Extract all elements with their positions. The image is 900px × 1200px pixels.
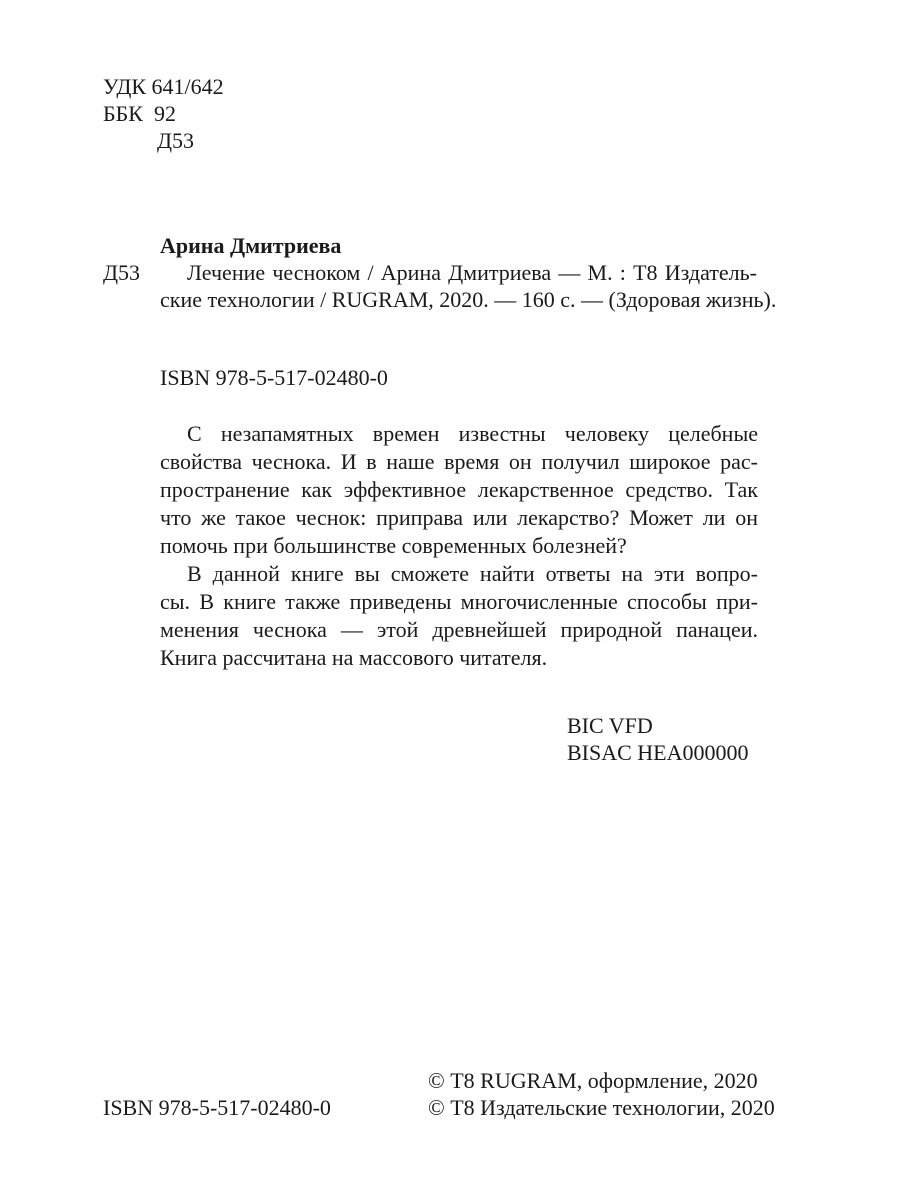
- annotation-line: менения чеснока — этой древнейшей природной панацеи.: [160, 617, 758, 642]
- footer-isbn: ISBN 978-5-517-02480-0: [103, 1095, 331, 1120]
- annotation-line: свойства чеснока. И в наше время он получил широкое рас-: [160, 449, 758, 474]
- bbk-code: ББК 92: [103, 101, 176, 126]
- copyright-design: © Т8 RUGRAM, оформление, 2020: [428, 1068, 758, 1093]
- copyright-publisher: © Т8 Издательские технологии, 2020: [428, 1095, 775, 1120]
- bic-code: BIC VFD: [567, 713, 653, 738]
- annotation-line: С незапамятных времен известны человеку целебные: [187, 421, 758, 446]
- record-description-line-2: ские технологии / RUGRAM, 2020. — 160 с. — (Здоровая жизнь).: [160, 287, 777, 312]
- udk-code: УДК 641/642: [103, 74, 224, 99]
- annotation-line: что же такое чеснок: приправа или лекарство? Может ли он: [160, 505, 758, 530]
- bisac-code: BISAC HEA000000: [567, 740, 749, 765]
- author-mark: Д53: [157, 128, 195, 153]
- annotation-line: помочь при большинстве современных болезней?: [160, 533, 627, 558]
- author-name: Арина Дмитриева: [160, 233, 342, 258]
- record-description-line-1: Лечение чесноком / Арина Дмитриева — М. : Т8 Издатель-: [187, 260, 757, 285]
- annotation-paragraph-1: [160, 420, 758, 560]
- annotation-line: пространение как эффективное лекарственное средство. Так: [160, 477, 758, 502]
- annotation-line: В данной книге вы сможете найти ответы на эти вопро-: [187, 561, 758, 586]
- record-isbn: ISBN 978-5-517-02480-0: [160, 365, 388, 390]
- annotation-line: Книга рассчитана на массового читателя.: [160, 645, 548, 670]
- record-author-mark: Д53: [103, 260, 141, 285]
- annotation-line: сы. В книге также приведены многочисленные способы при-: [160, 589, 758, 614]
- annotation-paragraph-2: [160, 560, 758, 672]
